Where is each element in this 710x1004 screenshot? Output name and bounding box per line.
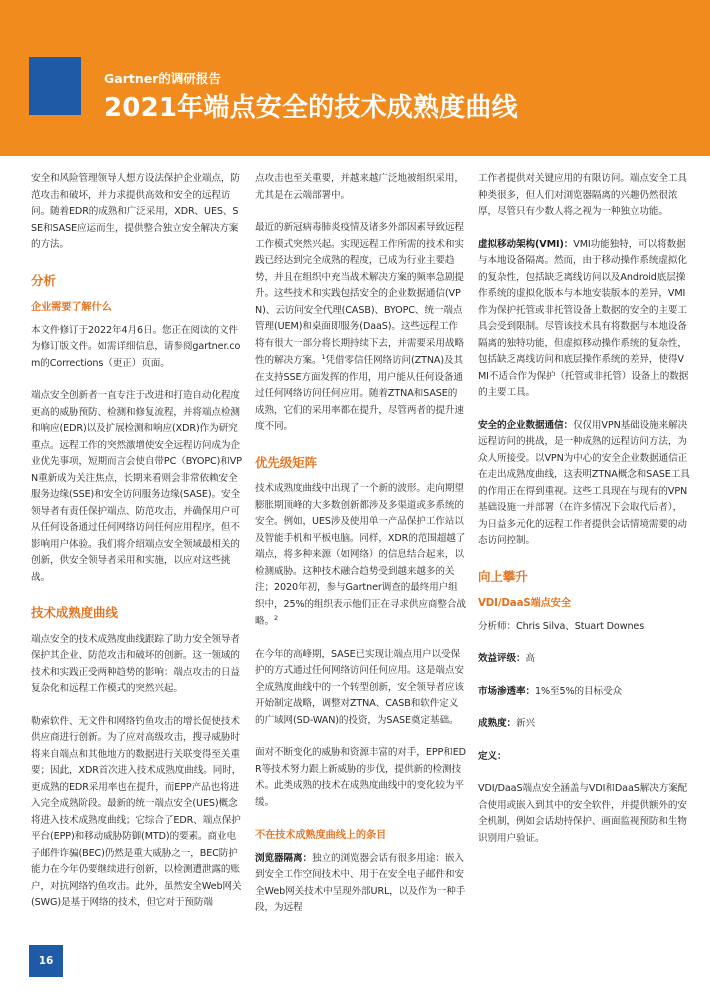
analysts-line: 分析师：Chris Silva、Stuart Downes xyxy=(478,620,645,632)
report-kicker: Gartner的调研报告 xyxy=(104,71,221,86)
footnote-2: 2 xyxy=(274,614,279,623)
intro-paragraph: 安全和风险管理领导人想方设法保护企业端点，防范攻击和破坏，并力求提供高效和安全的远程访问。随着EDR的成熟和广泛采用，XDR、UES、SSE和SASE应运而生，提供整合独立安全解决方案的方法。 xyxy=(31,173,240,250)
secure-comms-paragraph xyxy=(478,418,690,550)
page-title: 2021年端点安全的技术成熟度曲线 xyxy=(104,93,518,123)
continuation-paragraph-right: 工作者提供对关键应用的有限访问。端点安全工具种类很多，但人们对浏览器隔离的兴趣仍然很浓厚，尽管只有少数人将之视为一种独立功能。 xyxy=(478,173,687,217)
ransomware-paragraph: 勒索软件、无文件和网络钓鱼攻击的增长促使技术供应商进行创新。为了应对高级攻击，搜寻威胁时将来自端点和其他地方的数据进行关联变得至关重要；因此，XDR首次进入技术成熟度曲线。同时，更成熟的EDR采用率也在提升，而EPP产品也将进入完全成熟阶段。最新的统一端点安全(UES)概念将进入技术成熟度曲线；它综合了EDR、端点保护平台(EPP)和移动威胁防御(MTD)的要素。商业电子邮件诈骗(BEC)仍然是重大威胁之一，BEC防护能力在今年仍要继续进行创新，以检测遭泄露的账户，对抗网络钓鱼攻击。此外，虽然安全Web网关(SWG)是基于网络的技术，但它对于预防端 xyxy=(31,715,242,909)
sase-paragraph: 在今年的高峰期，SASE已实现让端点用户以受保护的方式通过任何网络访问任何应用。这是端点安全成熟度曲线中的一个转型创新，安全领导者应该开始制定战略，调整对ZTNA、CASB和软件定义的广域网(SD-WAN)的投资，为SASE奠定基础。 xyxy=(255,648,464,726)
penetration-value: 1%至5%的目标受众 xyxy=(534,685,622,697)
benefit-rating xyxy=(478,651,690,668)
definition-label: 定义： xyxy=(478,750,507,762)
browser-isolation-text: 独立的浏览器会话有很多用途：嵌入到安全工作空间技术中、用于在安全电子邮件和安全Web网关技术中呈现外部URL，以及作为一种手段，为远程 xyxy=(255,852,466,914)
page-number-badge: 16 xyxy=(29,945,63,977)
matrix-text: 技术成熟度曲线中出现了一个新的波形。走向期望膨胀期顶峰的大多数创新都涉及多渠道或多系统的安全。例如，UES涉及使用单一产品保护工作站以及智能手机和平板电脑。同样，XDR的范围超越了端点，将多种来源（如网络）的信息结合起来，以检测威胁。这种技术融合趋势受到越来越多的关注；2020年初，参与Gartner调查的最终用户组织中，25%的组织表示他们正在寻求供应商整合战略。 xyxy=(255,483,466,628)
penetration-label: 市场渗透率： xyxy=(478,685,535,697)
vmi-lead: 虚拟移动架构(VMI)： xyxy=(478,238,574,250)
page-header xyxy=(0,0,710,156)
secure-comms-text: 仅仅用VPN基础设施来解决远程访问的挑战，是一种成熟的远程访问方法，为众人所接受。以VPN为中心的安全企业数据通信正在走出成熟度曲线，这表明ZTNA概念和SASE工具的作用正在得到重视。这些工具现在与现有的VPN基础设施一并部署（在许多情况下会取代后者），为日益多元化的远程工作者提供会话情境需要的动态访问控制。 xyxy=(478,419,690,546)
revision-paragraph: 本文件修订于2022年4月6日。您正在阅读的文件为修订版文件。如需详细信息，请参阅gartner.com的Corrections（更正）页面。 xyxy=(31,324,241,369)
hype-cycle-paragraph: 端点安全的技术成熟度曲线跟踪了助力安全领导者保护其企业、防范攻击和破坏的创新。这一领域的技术和实践正受两种趋势的影响：端点攻击的日益复杂化和远程工作模式的突然兴起。 xyxy=(31,633,240,695)
column-left xyxy=(31,171,243,928)
hype-cycle-heading: 技术成熟度曲线 xyxy=(31,605,118,621)
innovators-paragraph: 端点安全创新者一直专注于改进和打造自动化程度更高的威胁预防、检测和修复流程，并将端点检测和响应(EDR)以及扩展检测和响应(XDR)作为研究重点。远程工作的突然激增使安全远程访问成为企业优先事项，短期而言会使自带PC（BYOPC)和VPN重新成为关注焦点，长期来看则会非常依赖安全服务边缘(SSE)和安全访问服务边缘(SASE)。安全领导者有责任保护端点、防范攻击，并确保用户可从任何设备通过任何网络访问任何应用程序，但不影响用户体验。我们将介绍端点安全领域最相关的创新，供安全领导者采用和实施，以应对这些挑战。 xyxy=(31,390,242,583)
off-curve-heading: 不在技术成熟度曲线上的条目 xyxy=(255,830,387,842)
definition-label-line xyxy=(478,749,690,766)
column-middle xyxy=(255,171,466,933)
priority-matrix-heading: 优先级矩阵 xyxy=(255,454,318,470)
column-right xyxy=(478,171,690,863)
maturity-value: 新兴 xyxy=(515,718,535,730)
vmi-paragraph xyxy=(478,237,690,402)
pandemic-text: 最近的新冠病毒肺炎疫情及诸多外部因素导致远程工作模式突然兴起。实现远程工作所需的技术和实践已经达到完全成熟的程度，已成为行业主要趋势，并且在组织中充当战术解决方案的频率急剧提升。这些技术和实践包括安全的企业数据通信(VPN)、云访问安全代理(CASB)、BYOPC、统一端点管理(UEM)和桌面即服务(DaaS)。这些远程工作将有很大一部分将长期持续下去，并需要采用战略性的解决方案。 xyxy=(255,222,464,367)
pandemic-paragraph xyxy=(255,220,466,436)
browser-isolation-lead: 浏览器隔离： xyxy=(255,852,312,864)
market-penetration xyxy=(478,684,690,701)
secure-comms-lead: 安全的企业数据通信： xyxy=(478,419,573,431)
definition-paragraph: VDI/DaaS端点安全涵盖与VDI和DaaS解决方案配合使用或嵌入到其中的安全软件，并提供额外的安全机制，例如会话劫持保护、画面监视预防和生物识别用户验证。 xyxy=(478,783,688,844)
on-the-rise-heading: 向上攀升 xyxy=(478,568,528,584)
epp-paragraph: 面对不断变化的威胁和资源丰富的对手，EPP和EDR等技术努力跟上新威胁的步伐，提供新的检测技术。此类成熟的技术在成熟度曲线中的变化较为平缓。 xyxy=(255,747,466,808)
benefit-value: 高 xyxy=(525,653,535,665)
analysis-heading: 分析 xyxy=(31,272,56,288)
gartner-logo-block xyxy=(29,57,81,115)
priority-matrix-paragraph xyxy=(255,481,466,631)
pandemic-tail: 凭借零信任网络访问(ZTNA)及其在支持SSE方面发挥的作用，用户能从任何设备通过任何网络访问任何应用。随着ZTNA和SASE的成熟，它们的采用率都在提升，尽管两者的提升速度不同。 xyxy=(255,355,464,433)
need-to-know-heading: 企业需要了解什么 xyxy=(31,302,112,313)
vdi-daas-heading: VDI/DaaS端点安全 xyxy=(478,598,571,609)
continuation-paragraph: 点攻击也至关重要，并越来越广泛地被组织采用，尤其是在云端部署中。 xyxy=(255,173,464,201)
vmi-text: VMI功能独特，可以将数据与本地设备隔离。然而，由于移动操作系统虚拟化的复杂性，包括缺乏离线访问以及Android底层操作系统的虚拟化版本与本地安装版本的差异，VMI作为保护托管或非托管设备上数据的安全的主要工具会受到限制。尽管该技术具有将数据与本地设备隔离的独特功能，但虚拟移动操作系统的复杂性，包括缺乏离线访问和底层操作系统的差异，使得VMI不适合作为保护（托管或非托管）设备上的数据的主要工具。 xyxy=(478,238,689,398)
browser-isolation-paragraph xyxy=(255,851,466,917)
maturity xyxy=(478,716,690,733)
footnote-1: 1 xyxy=(321,353,326,361)
maturity-label: 成熟度： xyxy=(478,718,516,730)
benefit-label: 效益评级： xyxy=(478,653,526,665)
